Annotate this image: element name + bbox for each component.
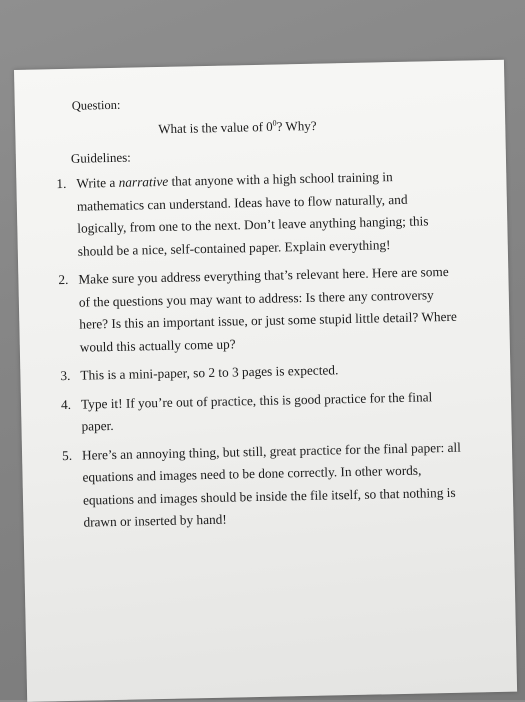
guideline-number: 2. <box>58 271 69 288</box>
guidelines-label: Guidelines: <box>70 149 131 166</box>
guideline-item-2 <box>58 261 460 359</box>
guideline-item-5 <box>62 436 464 534</box>
guideline-text: Here’s an annoying thing, but still, great practice for the final paper: all equations and images need to be done correctly. In other words, equations and images should be inside the file itself, so that nothing is drawn or inserted by hand! <box>81 439 461 530</box>
guideline-text: Type it! If you’re out of practice, this is good practice for the final paper. <box>80 388 433 434</box>
emphasis-text: narrative <box>118 173 169 190</box>
guideline-item-4 <box>61 385 462 438</box>
question-label: Question: <box>71 97 121 113</box>
guideline-item-3 <box>60 357 460 388</box>
question-text: What is the value of $0^0$? Why? <box>158 118 317 137</box>
guideline-number: 1. <box>56 175 67 192</box>
superscript: 0 <box>272 118 277 128</box>
guideline-number: 3. <box>60 367 71 384</box>
guideline-item-1: 1. Write a narrative that anyone with a high school training in mathematics can understand. Ideas have to flow naturally, and logically, from one to the next. Don’t leave anything hanging; this should be a nice, self-contained paper. Explain everything! <box>56 169 429 259</box>
guidelines-list <box>56 165 464 541</box>
guideline-text: This is a mini-paper, so 2 to 3 pages is expected. <box>80 362 339 383</box>
guideline-number: 4. <box>60 396 72 412</box>
guideline-text: Make sure you address everything that’s relevant here. Here are some of the questions you may want to address: Is there any controversy here? Is this an important issue, or just some stupid little detail? Where would this actually come up? <box>78 263 457 355</box>
paper-sheet <box>14 60 517 702</box>
guideline-number: 5. <box>61 447 73 463</box>
